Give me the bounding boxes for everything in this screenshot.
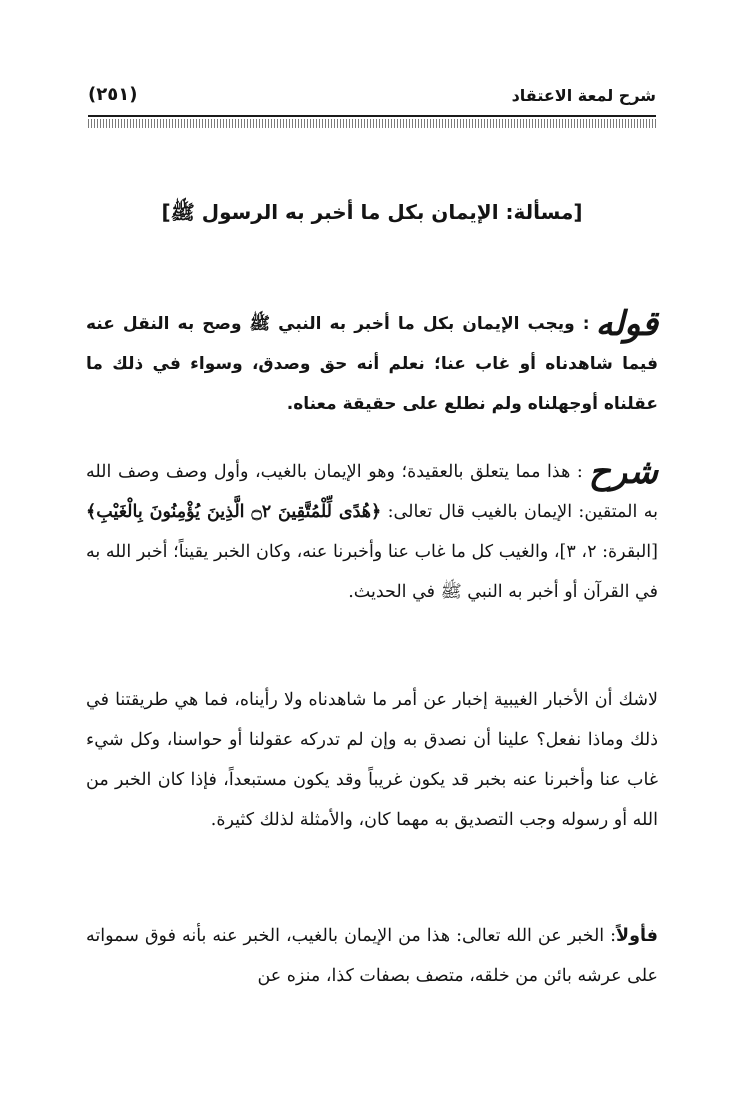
- book-title: شرح لمعة الاعتقاد: [511, 86, 656, 105]
- section-title: [مسألة: الإيمان بكل ما أخبر به الرسول ﷺ]: [161, 200, 583, 224]
- body-paragraph-1: لاشك أن الأخبار الغيبية إخبار عن أمر ما شاهدناه ولا رأيناه، فما هي طريقتنا في ذلك وماذا نفعل؟ علينا أن نصدق به وإن لم تدركه عقولنا أو حواسنا، وكل شيء غاب عنا وأخبرنا عنه بخبر قد يكون غريباً وقد يكون مستبعداً، فإذا كان الخبر من الله أو رسوله وجب التصديق به مهما كان، والأمثلة لذلك كثيرة.: [86, 690, 658, 830]
- qawluh-text: : ويجب الإيمان بكل ما أخبر به النبي ﷺ وصح به النقل عنه فيما شاهدناه أو غاب عنا؛ نعلم أنه حق وصدق، وسواء في ذلك ما عقلناه أوجهلناه ولم نطلع على حقيقة معناه.: [86, 314, 658, 414]
- sharh-text-2: [البقرة: ٢، ٣]، والغيب كل ما غاب عنا وأخبرنا عنه، وكان الخبر يقيناً؛ أخبر الله به في القرآن أو أخبر به النبي ﷺ في الحديث.: [86, 542, 658, 602]
- header-hatch-band: [88, 119, 656, 128]
- quran-verse: ﴿هُدًى لِّلْمُتَّقِينَ ۝٢ الَّذِينَ يُؤْمِنُونَ بِالْغَيْبِ﴾: [86, 502, 382, 522]
- running-header: [88, 84, 656, 114]
- sharh-paragraph: [86, 452, 658, 612]
- body-2-text: : الخبر عن الله تعالى: هذا من الإيمان بالغيب، الخبر عنه بأنه فوق سمواته على عرشه بائن من خلقه، متصف بصفات كذا، منزه عن: [86, 926, 658, 986]
- sharh-text-1: : هذا مما يتعلق بالعقيدة؛ وهو الإيمان بالغيب، وأول وصف وصف الله به المتقين: الإيمان بالغيب قال تعالى:: [86, 462, 658, 522]
- page-number: (٢٥١): [88, 84, 138, 105]
- qawluh-lead: قوله: [595, 304, 658, 344]
- qawluh-paragraph: [86, 304, 658, 424]
- body-2-lead: فأولاً: [616, 926, 658, 946]
- header-rule: [88, 115, 656, 117]
- sharh-lead: شرح: [588, 452, 658, 492]
- body-paragraph-2: [86, 916, 658, 996]
